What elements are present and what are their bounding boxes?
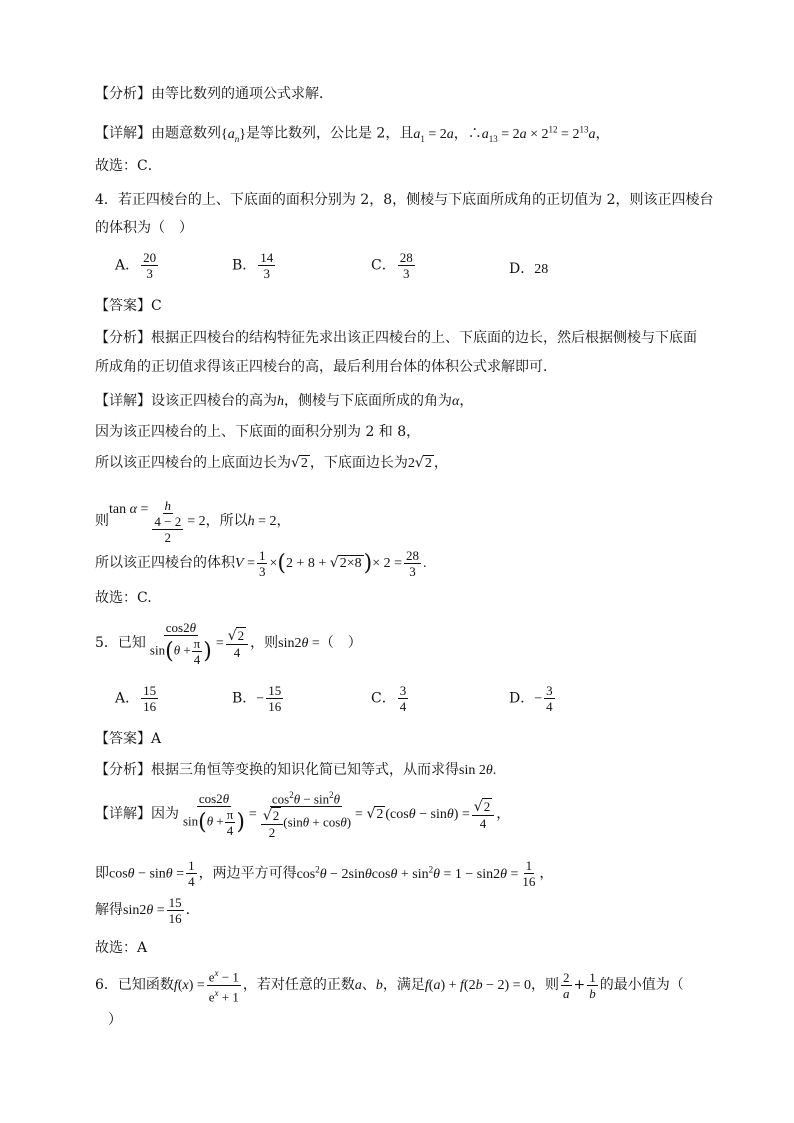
detail-tag: 【详解】: [95, 806, 151, 823]
option-fraction: $\frac{3}{4}$: [399, 683, 407, 714]
q4-detail-line-3: 所以该正四棱台的上底面边长为√2 ，下底面边长为2√2 ，: [95, 455, 448, 471]
math-volume: V = $\frac{1}{3}$ ×(2 + 8 + √2×8)× 2 = $\frac{28}{3}$ .: [235, 548, 427, 580]
prev-detail-line: [95, 119, 609, 148]
q4-stem-line-1: 4．若正四棱台的上、下底面的面积分别为 2，8，侧棱与下底面所成角的正切值为 2，则该正四棱台: [95, 192, 714, 208]
q4-detail-line-5: [95, 547, 426, 580]
option-fraction: $\frac{28}{3}$: [399, 250, 413, 281]
q4-analysis-line-2: 所成角的正切值求得该正四棱台的高，最后利用台体的体积公式求解即可．: [95, 359, 557, 375]
q5-detail-frac-3: $\frac{√2}{4}$: [472, 798, 494, 831]
math-eq: =: [215, 636, 224, 651]
option-fraction: $\frac{15}{16}$: [143, 683, 157, 714]
math-eq: =: [248, 807, 257, 823]
detail-tag: 【详解】: [95, 125, 151, 142]
q5-stem-b: ，则: [250, 635, 279, 651]
math-diff: cosθ − sinθ =: [109, 866, 185, 882]
q5-detail-line-1: 【详解】因为 cos2θ sin(θ + $\frac{\pi}{4}$ ) = $\cos^2\theta - \sin^2\theta$ $\frac{√2}{2}$ (sinθ + cosθ) = √2 (cosθ − sinθ) = $\frac{√2}{4}$ ，: [95, 790, 511, 841]
option-value: 28: [534, 262, 549, 277]
option-letter: B．: [232, 257, 257, 274]
option-letter: C．: [371, 257, 396, 274]
q5-detail-2a: 即: [95, 865, 109, 882]
analysis-tag: 【分析】: [95, 330, 151, 346]
q5-stem-a: 5．已知: [95, 635, 146, 651]
q5-stem-line: [95, 618, 362, 669]
option-fraction: $\frac{3}{4}$: [546, 683, 553, 714]
q6-stem-line: 6．已知函数f(x) = $\frac{e^x - 1}{e^x + 1}$ ，若对任意的正数a、b，满足f(a) + f(2b − 2) = 0，则 $\frac{2}{a}$ + $\frac{1}{b}$ 的最小值为（: [95, 968, 684, 1004]
q4-analysis-line-1: [95, 328, 697, 348]
detail-tag: 【详解】: [95, 393, 151, 409]
math-quarter: $\frac{1}{4}$: [188, 858, 195, 890]
option-letter: A．: [115, 257, 140, 274]
q6-stem-a: 6．已知函数: [95, 977, 174, 993]
q5-analysis-line: [95, 760, 496, 781]
math-1-over-b: $\frac{1}{b}$: [589, 969, 596, 1001]
var-alpha: α: [452, 394, 460, 409]
option-fraction: $\frac{20}{3}$: [143, 250, 157, 281]
q4-detail-text-1: 设该正四棱台的高为: [151, 393, 277, 409]
prev-detail-text-2: 是等比数列，公比是 2，且: [245, 125, 414, 142]
math-result-1: = √2 (cosθ − sinθ) =: [355, 806, 470, 823]
analysis-tag: 【分析】: [95, 86, 151, 102]
q5-answer-line: [95, 729, 161, 749]
answer-tag: 【答案】: [95, 298, 151, 314]
q4-answer-value: C: [151, 298, 162, 314]
prev-analysis-text: 由等比数列的通项公式求解．: [151, 86, 333, 102]
q5-detail-frac-1: cos2θ sin(θ + $\frac{\pi}{4}$ ): [183, 790, 245, 838]
math-2sqrt2: 2√2: [407, 455, 432, 471]
math-eq2: = 2: [187, 514, 206, 529]
q4-analysis-text-1: 根据正四棱台的结构特征先求出该正四棱台的上、下底面的边长，然后根据侧棱与下底面: [151, 330, 697, 346]
q6-stem-d: ，则: [531, 977, 560, 993]
math-sixteenth: $\frac{1}{16}$: [522, 858, 536, 890]
q4-detail-text-1b: ，侧棱与下底面所成的角为: [284, 393, 452, 409]
q4-detail-text-3b: ，下底面边长为: [309, 455, 408, 471]
q5-answer-value: A: [151, 731, 162, 747]
q4-option-a: [115, 250, 160, 281]
q4-stem-line-2: 的体积为（ ）: [95, 220, 193, 236]
q5-option-c: [371, 683, 410, 714]
math-squared: $\cos^2\theta - 2\sin\theta\cos\theta + \sin^2\theta = 1 - \sin 2\theta$ =: [296, 864, 519, 882]
math-condition: f(a) + f(2b − 2) = 0: [424, 978, 532, 993]
q5-option-d: D．− $\frac{3}{4}$: [509, 683, 553, 714]
q5-stem-c: （ ）: [319, 635, 362, 651]
option-letter: D．: [509, 690, 535, 707]
q5-detail-frac-2: $\cos^2\theta - \sin^2\theta$ $\frac{√2}{2}$ (sinθ + cosθ): [262, 790, 352, 841]
prev-analysis-line: [95, 84, 333, 104]
q4-detail-text-4a: 则: [95, 513, 109, 529]
q4-answer-line: [95, 296, 162, 316]
q5-choose-line: 故选：A: [95, 940, 148, 956]
math-fx-fraction: $\frac{e^x - 1}{e^x + 1}$: [208, 968, 239, 1004]
q5-option-a: [115, 683, 160, 714]
math-2-over-a: $\frac{2}{a}$: [563, 969, 570, 1001]
prev-choose-line: 故选：C．: [95, 158, 162, 174]
option-fraction: $\frac{14}{3}$: [260, 250, 274, 281]
q4-choose-line: 故选：C.: [95, 590, 152, 606]
q5-analysis-text: 根据三角恒等变换的知识化简已知等式，从而求得: [151, 762, 459, 778]
math-tan-fraction: $\frac{h}{\frac{4 - 2}{2}}$: [154, 497, 182, 545]
q4-detail-line-2: 因为该正四棱台的上、下底面的面积分别为 2 和 8，: [95, 424, 421, 440]
q5-given-value: $\frac{√2}{4}$: [226, 627, 248, 660]
option-letter: C．: [371, 690, 396, 707]
option-letter: B．: [232, 690, 257, 707]
q6-stem-e: 的最小值为（: [599, 977, 684, 993]
q6-stem-c: ，满足: [382, 977, 425, 993]
q6-stem-line-2: ）: [108, 1012, 122, 1028]
q4-detail-text-5a: 所以该正四棱台的体积: [95, 555, 235, 571]
q5-option-b: B．− $\frac{15}{16}$: [232, 683, 282, 714]
math-tan: tan α =: [109, 502, 149, 517]
q4-option-c: [371, 250, 417, 281]
analysis-tag: 【分析】: [95, 762, 151, 778]
prev-sequence-symbol: $\{a_n\}$: [221, 126, 246, 144]
q4-option-b: [232, 250, 277, 281]
answer-tag: 【答案】: [95, 731, 151, 747]
math-sqrt2: √2: [291, 455, 308, 471]
q5-detail-3a: 解得: [95, 902, 123, 918]
prev-detail-text-1: 由题意数列: [151, 125, 221, 142]
math-sin2theta: sin2θ =: [278, 636, 320, 651]
q5-detail-2b: ，两边平方可得: [198, 865, 297, 882]
math-fx: f(x) =: [173, 978, 205, 993]
q5-detail-line-3: 解得sin2θ = $\frac{15}{16}$ .: [95, 894, 191, 926]
prev-formula: $a_1 = 2a$，$\therefore a_{13} = 2a \times 2^{12} = 2^{13}a$，: [413, 124, 610, 144]
math-b: b: [375, 978, 383, 993]
math-sin2theta-2: sin 2θ.: [459, 763, 497, 778]
q5-detail-line-2: 即cosθ − sinθ = $\frac{1}{4}$ ，两边平方可得$\cos^2\theta - 2\sin\theta\cos\theta + \sin^2\theta = 1 - \sin 2\theta$ = $\frac{1}{16}$ ，: [95, 858, 554, 890]
q4-option-d: [509, 258, 548, 278]
option-letter: A．: [115, 690, 140, 707]
var-h: h: [277, 394, 284, 409]
math-a-b: a: [354, 978, 362, 993]
math-15-16: $\frac{15}{16}$: [168, 894, 182, 926]
math-h2: h = 2: [247, 514, 277, 529]
q4-detail-line-1: 【详解】设该正四棱台的高为h，侧棱与下底面所成的角为α，: [95, 393, 474, 409]
option-fraction: $\frac{15}{16}$: [268, 683, 282, 714]
q5-given-fraction: cos2θ sin(θ + $\frac{\pi}{4}$ ): [149, 619, 212, 667]
q4-detail-text-4b: ，所以: [205, 513, 248, 529]
q4-detail-line-4: 则tan α = $\frac{h}{\frac{4 - 2}{2}}$ = 2，所以h = 2，: [95, 497, 291, 545]
q4-detail-text-3a: 所以该正四棱台的上底面边长为: [95, 455, 291, 471]
q6-stem-b: ，若对任意的正数: [242, 977, 355, 993]
option-letter: D．: [509, 261, 535, 277]
q5-detail-a: 因为: [151, 806, 179, 823]
math-solution: sin2θ =: [123, 903, 165, 918]
